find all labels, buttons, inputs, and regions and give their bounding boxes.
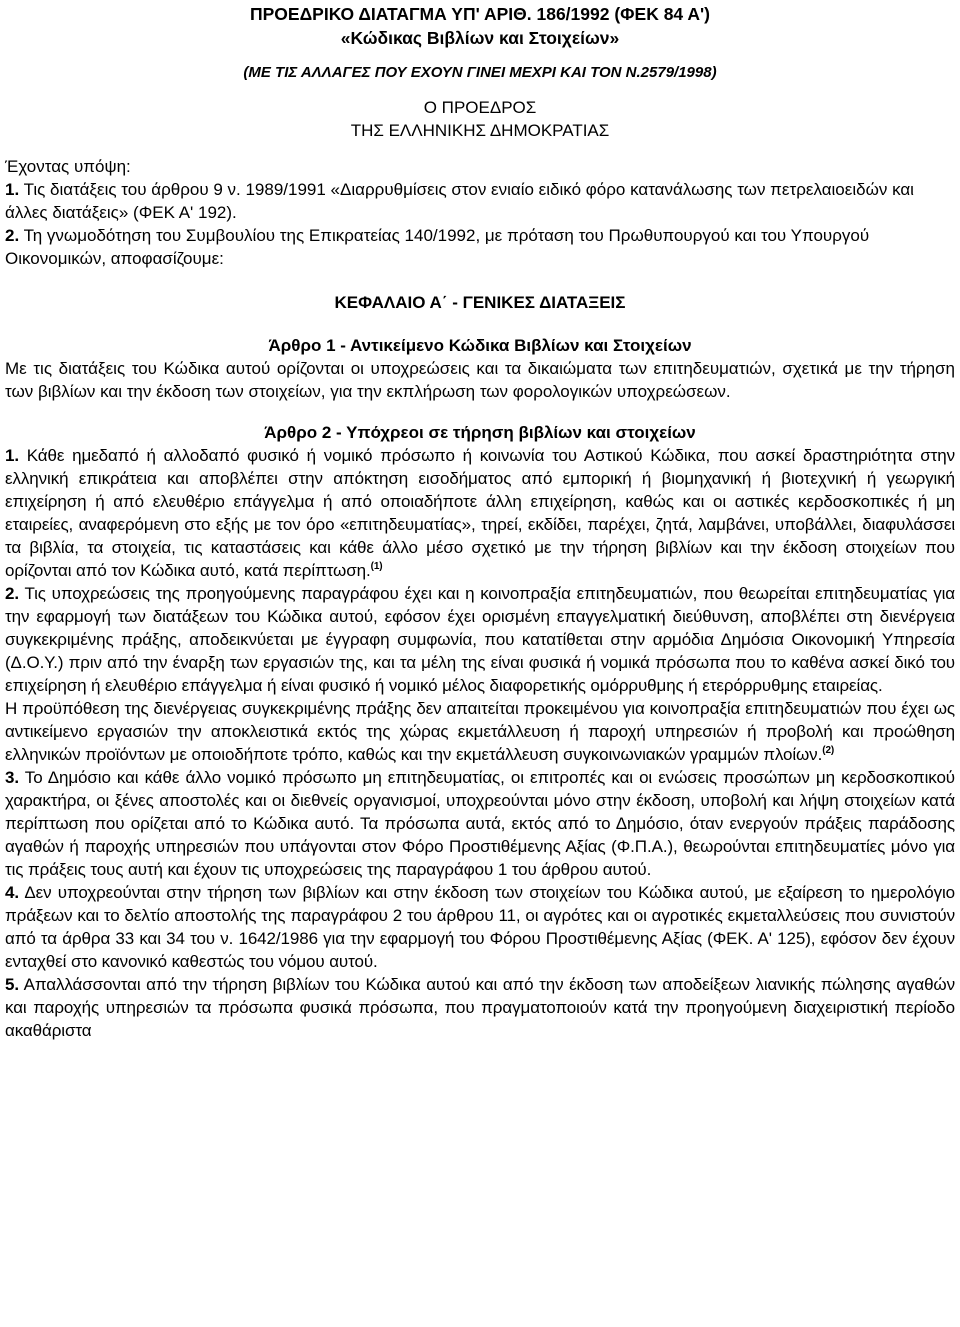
preamble-item-1-number: 1. xyxy=(5,180,20,199)
paragraph-4-number: 4. xyxy=(5,883,19,902)
paragraph-2b-text: Η προϋπόθεση της διενέργειας συγκεκριμένης πράξης δεν απαιτείται προκειμένου για κοινοπραξία επιτηδευματιών που έχει ως αντικείμενο εργασιών την αποκλειστικά εκτός της χώρας εκμετάλλευση ή παροχή υπηρεσιών ή προβολή και προώθηση ελληνικών προϊόντων με οποιοδήποτε τρόπο, καθώς και την εκμετάλλευση συγκοινωνιακών γραμμών πλοίων. xyxy=(5,699,955,764)
document-title-line2: «Κώδικας Βιβλίων και Στοιχείων» xyxy=(340,28,620,48)
article-2-paragraph-2 xyxy=(5,582,955,697)
paragraph-5-text: Απαλλάσσονται από την τήρηση βιβλίων του Κώδικα αυτού και από την έκδοση των αποδείξεων λιανικής πώλησης αγαθών και παροχής υπηρεσιών τα πρόσωπα φυσικά πρόσωπα, που πραγματοποιούν κατά την προηγούμενη διαχειριστική περίοδο ακαθάριστα xyxy=(5,975,955,1040)
article-2-body xyxy=(5,444,955,1042)
paragraph-3-text: Το Δημόσιο και κάθε άλλο νομικό πρόσωπο μη επιτηδευματίας, οι επιτροπές και οι ενώσεις προσώπων μη κερδοσκοπικού χαρακτήρα, οι ξένες αποστολές και οι διεθνείς οργανισμοί, υποχρεούνται μόνο στην έκδοση, υποβολή και λήψη στοιχείων κατά περίπτωση που ορίζεται από το Κώδικα αυτό. Τα πρόσωπα αυτά, εκτός από το Δημόσιο, όταν ενεργούν πράξεις παράδοσης αγαθών ή παροχής υπηρεσιών που υπάγονται στον Φόρο Προστιθέμενης Αξίας (Φ.Π.Α.), θεωρούνται επιτηδευματίες μόνο για τις πράξεις τους αυτή και έχουν τις υποχρεώσεις της παραγράφου 1 του άρθρου αυτού. xyxy=(5,768,955,879)
preamble-item-2-number: 2. xyxy=(5,226,20,245)
preamble xyxy=(5,155,955,270)
president-heading-line1: Ο ΠΡΟΕΔΡΟΣ xyxy=(423,98,537,117)
paragraph-1-text: Κάθε ημεδαπό ή αλλοδαπό φυσικό ή νομικό πρόσωπο ή κοινωνία του Αστικού Κώδικα, που ασκεί δραστηριότητα στην ελληνική επικράτεια και αποβλέπει στην απόκτηση εισοδήματος από εμπορική ή βιομηχανική ή βιοτεχνική ή γεωργική επιχείρηση ή από ελευθέριο επάγγελμα ή από οποιαδήποτε άλλη επιχείρηση, καθώς και οι αστικές κερδοσκοπικές ή μη εταιρείες, αναφερόμενη στο εξής με τον όρο «επιτηδευματίας», τηρεί, εκδίδει, παρέχει, ζητά, λαμβάνει, υποβάλλει, διαφυλάσσει τα βιβλία, τα στοιχεία, τις καταστάσεις και κάθε άλλο μέσο σχετικό με την τήρηση βιβλίων και την έκδοση στοιχείων που ορίζονται από τον Κώδικα αυτό, κατά περίπτωση. xyxy=(5,446,955,580)
preamble-intro: Έχοντας υπόψη: xyxy=(5,157,131,176)
amendments-note: (ΜΕ ΤΙΣ ΑΛΛΑΓΕΣ ΠΟΥ ΕΧΟΥΝ ΓΙΝΕΙ ΜΕΧΡΙ ΚΑΙ ΤΟΝ Ν.2579/1998) xyxy=(243,64,717,81)
preamble-item-1 xyxy=(5,178,955,224)
article-2-paragraph-2b xyxy=(5,697,955,766)
footnote-ref-1: (1) xyxy=(370,561,383,572)
article-2-paragraph-1 xyxy=(5,444,955,582)
paragraph-4-text: Δεν υποχρεούνται στην τήρηση των βιβλίων και στην έκδοση των στοιχείων του Κώδικα αυτού, με εξαίρεση το ημερολόγιο πράξεων και το δελτίο αποστολής της παραγράφου 2 του άρθρου 11, οι αγρότες και οι αγροτικές εκμεταλλεύσεις που συνιστούν από τα άρθρα 33 και 34 του ν. 1642/1986 για την εφαρμογή του Φόρου Προστιθέμενης Αξίας (ΦΕΚ. Α' 125), εφόσον δεν έχουν ενταχθεί στο κανονικό καθεστώς του νόμου αυτού. xyxy=(5,883,955,971)
article-2-heading: Άρθρο 2 - Υπόχρεοι σε τήρηση βιβλίων και στοιχείων xyxy=(264,423,696,442)
president-heading-line2: ΤΗΣ ΕΛΛΗΝΙΚΗΣ ΔΗΜΟΚΡΑΤΙΑΣ xyxy=(350,121,610,140)
preamble-item-2 xyxy=(5,224,955,270)
article-2-paragraph-4 xyxy=(5,881,955,973)
document-title-line1: ΠΡΟΕΔΡΙΚΟ ΔΙΑΤΑΓΜΑ ΥΠ' ΑΡΙΘ. 186/1992 (ΦΕΚ 84 Α') xyxy=(249,4,711,24)
preamble-item-1-text: Τις διατάξεις του άρθρου 9 ν. 1989/1991 «Διαρρυθμίσεις στον ενιαίο ειδικό φόρο κατανάλωσης των πετρελαιοειδών και άλλες διατάξεις» (ΦΕΚ Α' 192). xyxy=(5,180,914,222)
chapter-heading: ΚΕΦΑΛΑΙΟ Α΄ - ΓΕΝΙΚΕΣ ΔΙΑΤΑΞΕΙΣ xyxy=(334,293,626,312)
article-2-paragraph-5 xyxy=(5,973,955,1042)
preamble-item-2-text: Τη γνωμοδότηση του Συμβουλίου της Επικρατείας 140/1992, με πρόταση του Πρωθυπουργού και του Υπουργού Οικονομικών, αποφασίζουμε: xyxy=(5,226,870,268)
paragraph-3-number: 3. xyxy=(5,768,19,787)
footnote-ref-2: (2) xyxy=(822,745,835,756)
paragraph-1-number: 1. xyxy=(5,446,19,465)
paragraph-2-text: Τις υποχρεώσεις της προηγούμενης παραγράφου έχει και η κοινοπραξία επιτηδευματιών, που θεωρείται επιτηδευματίας για την εφαρμογή των διατάξεων του Κώδικα αυτού, εφόσον έχει ορισμένη επαγγελματική διεύθυνση, αποβλέπει στη διενέργεια συγκεκριμένης πράξης, αποδεικνύεται με έγγραφη συμφωνία, που κατατίθεται στην αρμόδια Δημόσια Οικονομική Υπηρεσία (Δ.Ο.Υ.) πριν από την έναρξη των εργασιών της, και τα μέλη της είναι φυσικά ή νομικά πρόσωπα που το καθένα ασκεί δικό του επιχείρηση ή ελευθέριο επάγγελμα ή είναι φυσικό ή νομικό μέλος διαφορετικής ομόρρυθμης ή ετερόρρυθμης εταιρείας. xyxy=(5,584,955,695)
paragraph-5-number: 5. xyxy=(5,975,19,994)
paragraph-2-number: 2. xyxy=(5,584,19,603)
article-1-heading: Άρθρο 1 - Αντικείμενο Κώδικα Βιβλίων και Στοιχείων xyxy=(268,336,692,355)
article-2-paragraph-3 xyxy=(5,766,955,881)
article-1-text: Με τις διατάξεις του Κώδικα αυτού ορίζονται οι υποχρεώσεις και τα δικαιώματα των επιτηδευματιών, σχετικά με την τήρηση των βιβλίων και την έκδοση των στοιχείων, για την εκπλήρωση των φορολογικών υποχρεώσεων. xyxy=(5,359,955,401)
